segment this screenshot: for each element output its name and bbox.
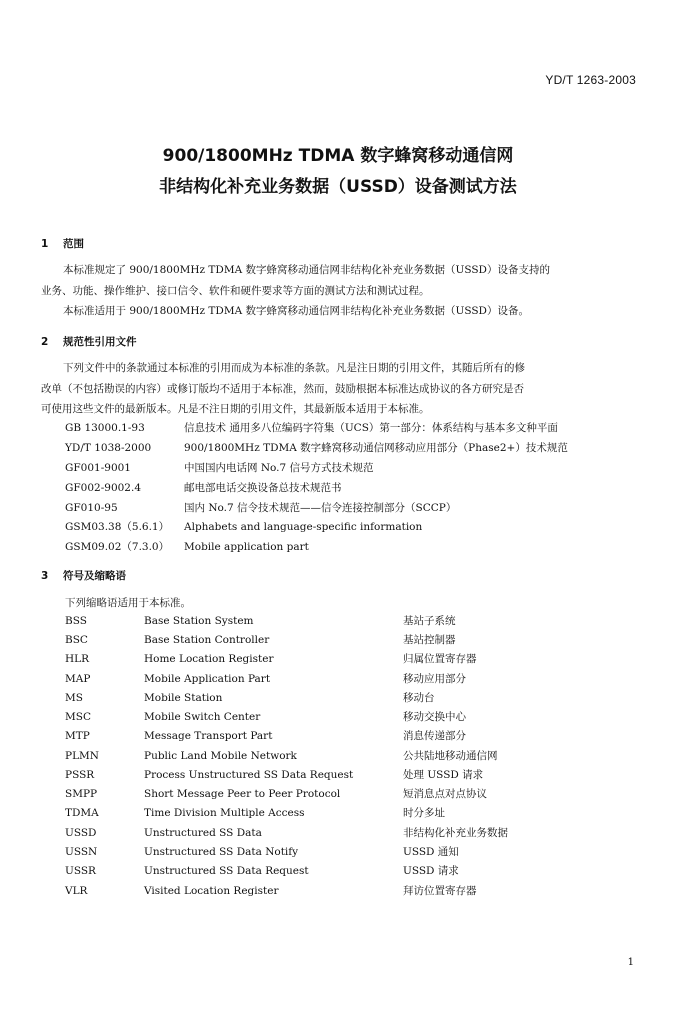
abbreviation-code: MS — [65, 692, 83, 704]
abbreviation-code: VLR — [65, 885, 88, 897]
section-1-para-1-line-1: 本标准规定了 900/1800MHz TDMA 数字蜂窝移动通信网非结构化补充业务数据（USSD）设备支持的 — [63, 264, 550, 276]
abbreviation-chinese: USSD 请求 — [403, 865, 459, 877]
abbreviation-english: Mobile Application Part — [144, 673, 271, 685]
abbreviation-row — [65, 689, 435, 708]
abbreviation-row — [65, 631, 456, 650]
abbreviation-code: USSR — [65, 865, 96, 877]
abbreviation-chinese: 处理 USSD 请求 — [403, 769, 484, 781]
section-title: 符号及缩略语 — [63, 570, 126, 582]
abbreviation-row — [65, 747, 498, 766]
abbreviation-code: USSD — [65, 827, 97, 839]
abbreviation-english: Base Station System — [144, 615, 254, 627]
abbreviation-chinese: 公共陆地移动通信网 — [403, 750, 498, 762]
abbreviation-english: Mobile Switch Center — [144, 711, 261, 723]
abbreviation-code: PLMN — [65, 750, 99, 762]
reference-title: Mobile application part — [184, 541, 309, 553]
reference-title: Alphabets and language-specific information — [184, 521, 423, 533]
abbreviation-code: BSC — [65, 634, 88, 646]
abbreviation-code: MAP — [65, 673, 91, 685]
section-1-heading — [41, 236, 84, 251]
section-3-intro: 下列缩略语适用于本标准。 — [65, 597, 191, 609]
section-3-heading — [41, 568, 126, 583]
abbreviation-english: Home Location Register — [144, 653, 274, 665]
abbreviation-row — [65, 727, 466, 746]
reference-row — [65, 478, 342, 498]
document-code: YD/T 1263-2003 — [545, 73, 636, 87]
section-title: 规范性引用文件 — [63, 336, 137, 348]
abbreviation-row — [65, 862, 459, 881]
section-1-para-1-line-2: 业务、功能、操作维护、接口信令、软件和硬件要求等方面的测试方法和测试过程。 — [41, 285, 430, 297]
reference-row — [65, 517, 422, 537]
reference-row — [65, 458, 374, 478]
abbreviation-row — [65, 612, 456, 631]
abbreviation-english: Unstructured SS Data Request — [144, 865, 309, 877]
abbreviation-english: Unstructured SS Data — [144, 827, 262, 839]
reference-title: 国内 No.7 信令技术规范——信令连接控制部分（SCCP） — [184, 502, 457, 514]
abbreviation-english: Message Transport Part — [144, 730, 273, 742]
abbreviation-row — [65, 650, 477, 669]
abbreviation-english: Unstructured SS Data Notify — [144, 846, 299, 858]
section-title: 范围 — [63, 238, 84, 250]
abbreviation-row — [65, 882, 477, 901]
abbreviation-code: PSSR — [65, 769, 95, 781]
abbreviation-row — [65, 804, 445, 823]
section-2-para-line-1: 下列文件中的条款通过本标准的引用而成为本标准的条款。凡是注日期的引用文件，其随后所有的修 — [63, 362, 525, 374]
abbreviation-english: Base Station Controller — [144, 634, 270, 646]
reference-title: 900/1800MHz TDMA 数字蜂窝移动通信网移动应用部分（Phase2+）技术规范 — [184, 442, 568, 454]
abbreviation-row — [65, 843, 459, 862]
section-number: 1 — [41, 238, 49, 250]
abbreviation-chinese: 移动应用部分 — [403, 673, 466, 685]
reference-row — [65, 537, 309, 557]
reference-code: GSM09.02（7.3.0） — [65, 541, 170, 553]
abbreviation-english: Visited Location Register — [144, 885, 279, 897]
abbreviation-code: SMPP — [65, 788, 98, 800]
abbreviation-code: MTP — [65, 730, 90, 742]
abbreviation-chinese: 非结构化补充业务数据 — [403, 827, 508, 839]
abbreviation-chinese: 基站控制器 — [403, 634, 456, 646]
abbreviation-chinese: 消息传递部分 — [403, 730, 466, 742]
reference-row — [65, 438, 568, 458]
abbreviation-code: USSN — [65, 846, 98, 858]
title-line-1: 900/1800MHz TDMA 数字蜂窝移动通信网 — [162, 146, 514, 166]
section-2-heading — [41, 334, 137, 349]
abbreviation-english: Short Message Peer to Peer Protocol — [144, 788, 341, 800]
reference-title: 邮电部电话交换设备总技术规范书 — [184, 482, 342, 494]
reference-code: YD/T 1038-2000 — [65, 442, 152, 454]
reference-row — [65, 498, 456, 518]
section-2-para-line-2: 改单（不包括勘误的内容）或修订版均不适用于本标准，然而，鼓励根据本标准达成协议的各方研究是否 — [41, 383, 524, 395]
abbreviation-english: Public Land Mobile Network — [144, 750, 297, 762]
abbreviation-chinese: 基站子系统 — [403, 615, 456, 627]
title-line-2: 非结构化补充业务数据（USSD）设备测试方法 — [159, 177, 517, 197]
abbreviation-row — [65, 824, 508, 843]
reference-code: GF002-9002.4 — [65, 482, 142, 494]
reference-title: 中国国内电话网 No.7 信号方式技术规范 — [184, 462, 374, 474]
abbreviation-english: Time Division Multiple Access — [144, 807, 305, 819]
reference-code: GF010-95 — [65, 502, 118, 514]
reference-code: GB 13000.1-93 — [65, 422, 145, 434]
abbreviation-row — [65, 670, 466, 689]
abbreviation-row — [65, 708, 466, 727]
abbreviation-code: MSC — [65, 711, 91, 723]
abbreviation-chinese: 移动交换中心 — [403, 711, 466, 723]
abbreviation-code: BSS — [65, 615, 87, 627]
abbreviation-chinese: USSD 通知 — [403, 846, 459, 858]
abbreviation-chinese: 移动台 — [403, 692, 435, 704]
page-number: 1 — [627, 957, 634, 968]
abbreviation-code: TDMA — [65, 807, 99, 819]
section-2-para-line-3: 可使用这些文件的最新版本。凡是不注日期的引用文件，其最新版本适用于本标准。 — [41, 403, 430, 415]
section-1-para-2: 本标准适用于 900/1800MHz TDMA 数字蜂窝移动通信网非结构化补充业务数据（USSD）设备。 — [63, 305, 529, 317]
reference-code: GSM03.38（5.6.1） — [65, 521, 170, 533]
abbreviation-chinese: 拜访位置寄存器 — [403, 885, 477, 897]
reference-code: GF001-9001 — [65, 462, 131, 474]
section-number: 3 — [41, 570, 49, 582]
abbreviation-code: HLR — [65, 653, 90, 665]
reference-title: 信息技术 通用多八位编码字符集（UCS）第一部分：体系结构与基本多文种平面 — [184, 422, 558, 434]
abbreviation-english: Process Unstructured SS Data Request — [144, 769, 354, 781]
abbreviation-row — [65, 766, 483, 785]
abbreviation-chinese: 时分多址 — [403, 807, 445, 819]
abbreviation-english: Mobile Station — [144, 692, 223, 704]
abbreviation-row — [65, 785, 487, 804]
abbreviation-chinese: 归属位置寄存器 — [403, 653, 477, 665]
section-number: 2 — [41, 336, 49, 348]
abbreviation-chinese: 短消息点对点协议 — [403, 788, 487, 800]
reference-row — [65, 418, 558, 438]
